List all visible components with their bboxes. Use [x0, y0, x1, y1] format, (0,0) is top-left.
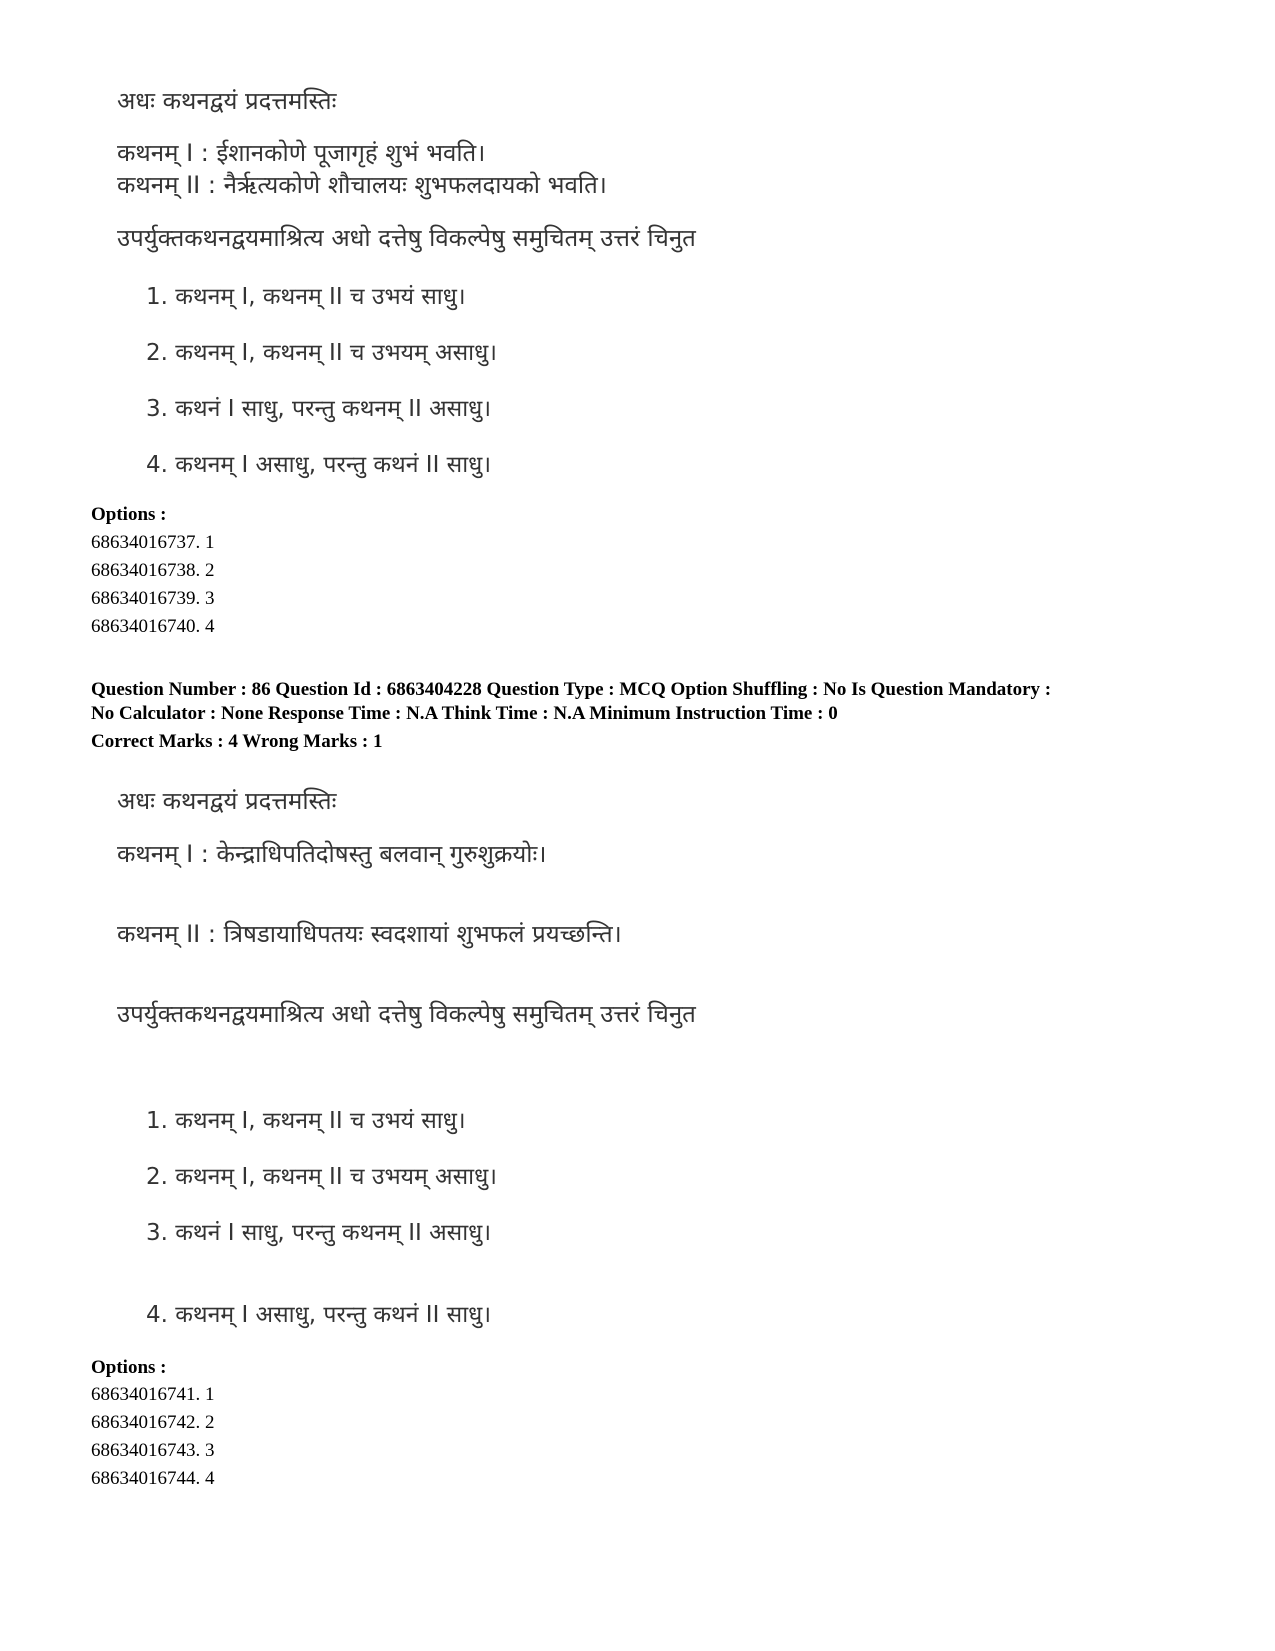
- q86-meta-line-1: Question Number : 86 Question Id : 6863404228 Question Type : MCQ Option Shuffling : No Is Question Mandatory :: [91, 679, 1052, 700]
- q86-statement-2: कथनम् II : त्रिषडायाधिपतयः स्वदशायां शुभफलं प्रयच्छन्ति।: [117, 920, 622, 948]
- q85-choice-1: 1. कथनम् I, कथनम् II च उभयं साधु।: [146, 284, 466, 310]
- q85-intro: अधः कथनद्वयं प्रदत्तमस्तिः: [117, 87, 337, 115]
- q86-marks: Correct Marks : 4 Wrong Marks : 1: [91, 731, 383, 752]
- q86-option-id-3: 68634016743. 3: [91, 1440, 215, 1461]
- q85-statement-1: कथनम् I : ईशानकोणे पूजागृहं शुभं भवति।: [117, 139, 486, 167]
- q86-instruction: उपर्युक्तकथनद्वयमाश्रित्य अधो दत्तेषु विकल्पेषु समुचितम् उत्तरं चिनुत: [117, 1000, 696, 1028]
- q85-statement-2: कथनम् II : नैर्ऋत्यकोणे शौचालयः शुभफलदायको भवति।: [117, 171, 607, 199]
- q86-choice-2: 2. कथनम् I, कथनम् II च उभयम् असाधु।: [146, 1164, 497, 1190]
- q86-option-id-2: 68634016742. 2: [91, 1412, 215, 1433]
- q85-choice-3: 3. कथनं I साधु, परन्तु कथनम् II असाधु।: [146, 396, 492, 422]
- q85-option-id-3: 68634016739. 3: [91, 588, 215, 609]
- q86-option-id-4: 68634016744. 4: [91, 1468, 215, 1489]
- q86-choice-3: 3. कथनं I साधु, परन्तु कथनम् II असाधु।: [146, 1220, 492, 1246]
- q86-choice-4: 4. कथनम् I असाधु, परन्तु कथनं II साधु।: [146, 1302, 492, 1328]
- q85-choice-2: 2. कथनम् I, कथनम् II च उभयम् असाधु।: [146, 340, 497, 366]
- q86-choice-1: 1. कथनम् I, कथनम् II च उभयं साधु।: [146, 1108, 466, 1134]
- q85-options-label: Options :: [91, 504, 167, 525]
- q86-meta-line-2: No Calculator : None Response Time : N.A Think Time : N.A Minimum Instruction Time : 0: [91, 703, 838, 724]
- q86-option-id-1: 68634016741. 1: [91, 1384, 215, 1405]
- q85-choice-4: 4. कथनम् I असाधु, परन्तु कथनं II साधु।: [146, 452, 492, 478]
- q85-option-id-1: 68634016737. 1: [91, 532, 215, 553]
- q85-option-id-2: 68634016738. 2: [91, 560, 215, 581]
- q86-intro: अधः कथनद्वयं प्रदत्तमस्तिः: [117, 787, 337, 815]
- q85-option-id-4: 68634016740. 4: [91, 616, 215, 637]
- q86-options-label: Options :: [91, 1357, 167, 1378]
- q86-statement-1: कथनम् I : केन्द्राधिपतिदोषस्तु बलवान् गुरुशुक्रयोः।: [117, 840, 547, 868]
- q85-instruction: उपर्युक्तकथनद्वयमाश्रित्य अधो दत्तेषु विकल्पेषु समुचितम् उत्तरं चिनुत: [117, 224, 696, 252]
